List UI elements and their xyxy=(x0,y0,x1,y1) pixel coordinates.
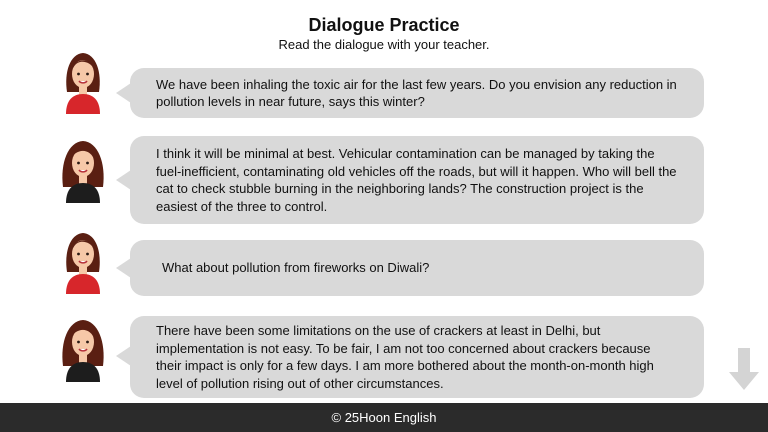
header xyxy=(0,14,768,53)
speech-bubble xyxy=(130,240,704,296)
footer xyxy=(0,403,768,432)
girl-red-top-avatar xyxy=(58,228,108,294)
girl-black-top-avatar xyxy=(58,316,108,382)
speech-bubble xyxy=(130,68,704,118)
girl-red-top-avatar xyxy=(58,48,108,114)
dialogue-text: What about pollution from fireworks on Diwali? xyxy=(162,260,430,276)
page-subtitle: Read the dialogue with your teacher. xyxy=(278,37,490,52)
down-arrow-icon[interactable] xyxy=(729,348,759,390)
dialogue-text: We have been inhaling the toxic air for the last few years. Do you envision any reduction in pollution levels in near future, says this winter? xyxy=(156,76,677,109)
page-title: Dialogue Practice xyxy=(308,15,460,35)
speech-bubble xyxy=(130,136,704,224)
dialogue-text: I think it will be minimal at best. Vehicular contamination can be managed by taking the fuel-inefficient, contaminating old vehicles off the roads, but will it happen. Who will bell the cat to check stubble burning in the neighboring lands? The construction project is the easiest of the three to control. xyxy=(156,146,677,214)
copyright-text: © 25Hoon English xyxy=(331,410,437,425)
dialogue-text: There have been some limitations on the use of crackers at least in Delhi, but implementation is not easy. To be fair, I am not too concerned about crackers because their impact is only for a few days. I am more bothered about the month-on-month high level of pollution rising out of other circumstances. xyxy=(156,323,654,391)
speech-bubble xyxy=(130,316,704,398)
girl-black-top-avatar xyxy=(58,137,108,203)
